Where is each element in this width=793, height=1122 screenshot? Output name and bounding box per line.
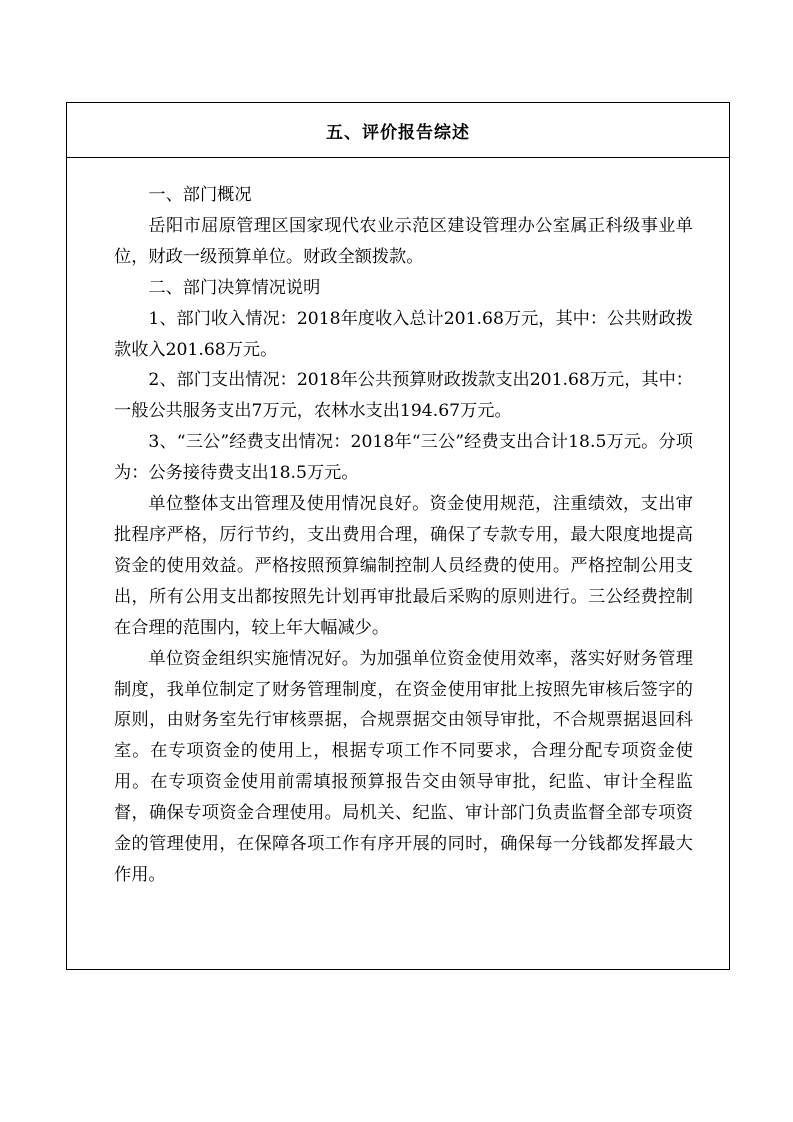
paragraph-department-description: 岳阳市屈原管理区国家现代农业示范区建设管理办公室属正科级事业单位，财政一级预算单位。财政全额拨款。 bbox=[114, 215, 693, 267]
heading-department-overview: 一、部门概况 bbox=[148, 185, 252, 205]
heading-final-accounts: 二、部门决算情况说明 bbox=[148, 277, 321, 298]
report-table bbox=[66, 102, 730, 970]
section-header bbox=[67, 103, 729, 158]
paragraph-expenditure: 2、部门支出情况：2018年公共预算财政拨款支出201.68万元，其中：一般公共服务支出7万元，农林水支出194.67万元。 bbox=[114, 370, 693, 422]
report-body bbox=[67, 158, 729, 891]
paragraph-three-public-expenses: 3、“三公”经费支出情况：2018年“三公”经费支出合计18.5万元。分项为：公务接待费支出18.5万元。 bbox=[114, 432, 693, 484]
section-title: 五、评价报告综述 bbox=[326, 122, 470, 143]
paragraph-fund-implementation: 单位资金组织实施情况好。为加强单位资金使用效率，落实好财务管理制度，我单位制定了财务管理制度，在资金使用审批上按照先审核后签字的原则，由财务室先行审核票据，合规票据交由领导审批，不合规票据退回科室。在专项资金的使用上，根据专项工作不同要求，合理分配专项资金使用。在专项资金使用前需填报预算报告交由领导审批，纪监、审计全程监督，确保专项资金合理使用。局机关、纪监、审计部门负责监督全部专项资金的管理使用，在保障各项工作有序开展的同时，确保每一分钱都发挥最大作用。 bbox=[114, 648, 693, 885]
paragraph-expenditure-management: 单位整体支出管理及使用情况良好。资金使用规范，注重绩效，支出审批程序严格，厉行节约，支出费用合理，确保了专款专用，最大限度地提高资金的使用效益。严格按照预算编制控制人员经费的使用。严格控制公用支出，所有公用支出都按照先计划再审批最后采购的原则进行。三公经费控制在合理的范围内，较上年大幅减少。 bbox=[114, 494, 693, 638]
paragraph-income: 1、部门收入情况：2018年度收入总计201.68万元，其中：公共财政拨款收入201.68万元。 bbox=[114, 308, 693, 360]
